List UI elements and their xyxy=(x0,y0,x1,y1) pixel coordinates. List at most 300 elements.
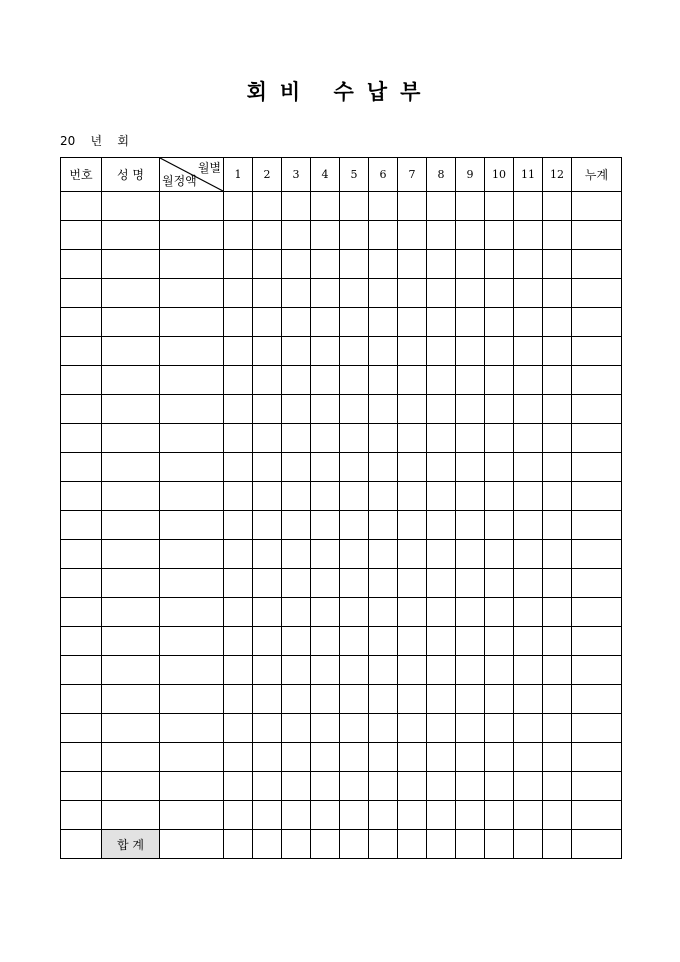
ledger-row xyxy=(61,540,622,569)
ledger-cell xyxy=(485,482,514,511)
ledger-cell xyxy=(311,308,340,337)
total-row-month-cell xyxy=(514,830,543,859)
ledger-cell xyxy=(160,250,224,279)
total-row-month-cell xyxy=(369,830,398,859)
ledger-cell xyxy=(224,482,253,511)
ledger-cell xyxy=(369,772,398,801)
ledger-cell xyxy=(427,772,456,801)
ledger-cell xyxy=(456,656,485,685)
ledger-cell xyxy=(456,714,485,743)
ledger-cell xyxy=(456,482,485,511)
header-month-8: 8 xyxy=(427,158,456,192)
header-diagonal-cell xyxy=(160,158,224,192)
total-row-cumulative-cell xyxy=(572,830,622,859)
ledger-cell xyxy=(253,598,282,627)
ledger-cell xyxy=(427,569,456,598)
header-row xyxy=(61,158,622,192)
ledger-cell xyxy=(340,337,369,366)
ledger-cell xyxy=(253,714,282,743)
ledger-cell xyxy=(398,395,427,424)
ledger-cell xyxy=(282,540,311,569)
ledger-cell xyxy=(514,598,543,627)
ledger-cell xyxy=(61,598,102,627)
ledger-cell xyxy=(61,192,102,221)
header-month-11: 11 xyxy=(514,158,543,192)
ledger-cell xyxy=(253,453,282,482)
ledger-cell xyxy=(572,192,622,221)
ledger-cell xyxy=(340,540,369,569)
header-month-2: 2 xyxy=(253,158,282,192)
ledger-cell xyxy=(253,482,282,511)
ledger-cell xyxy=(369,366,398,395)
ledger-cell xyxy=(61,685,102,714)
ledger-cell xyxy=(369,685,398,714)
ledger-body xyxy=(61,192,622,859)
ledger-cell xyxy=(61,801,102,830)
ledger-cell xyxy=(572,337,622,366)
total-row-number-cell xyxy=(61,830,102,859)
ledger-cell xyxy=(456,221,485,250)
ledger-cell xyxy=(543,598,572,627)
total-row-label: 합 계 xyxy=(102,830,160,859)
ledger-cell xyxy=(398,801,427,830)
ledger-cell xyxy=(102,801,160,830)
header-month-1: 1 xyxy=(224,158,253,192)
ledger-cell xyxy=(61,221,102,250)
ledger-row xyxy=(61,337,622,366)
ledger-cell xyxy=(253,627,282,656)
ledger-cell xyxy=(160,714,224,743)
ledger-cell xyxy=(369,598,398,627)
ledger-cell xyxy=(369,192,398,221)
ledger-cell xyxy=(340,772,369,801)
ledger-cell xyxy=(253,395,282,424)
ledger-cell xyxy=(340,221,369,250)
ledger-cell xyxy=(572,279,622,308)
ledger-cell xyxy=(485,511,514,540)
ledger-cell xyxy=(340,395,369,424)
ledger-cell xyxy=(572,482,622,511)
ledger-cell xyxy=(102,395,160,424)
ledger-cell xyxy=(253,337,282,366)
ledger-cell xyxy=(224,366,253,395)
ledger-cell xyxy=(485,772,514,801)
ledger-cell xyxy=(485,685,514,714)
ledger-cell xyxy=(61,250,102,279)
ledger-cell xyxy=(160,395,224,424)
ledger-cell xyxy=(543,627,572,656)
ledger-cell xyxy=(369,482,398,511)
total-row-month-cell xyxy=(398,830,427,859)
ledger-cell xyxy=(282,250,311,279)
ledger-cell xyxy=(102,337,160,366)
ledger-cell xyxy=(543,279,572,308)
ledger-cell xyxy=(427,279,456,308)
ledger-cell xyxy=(102,772,160,801)
ledger-cell xyxy=(282,714,311,743)
ledger-cell xyxy=(514,540,543,569)
dues-ledger-table xyxy=(60,157,622,859)
ledger-cell xyxy=(160,221,224,250)
ledger-cell xyxy=(340,453,369,482)
ledger-cell xyxy=(102,424,160,453)
ledger-cell xyxy=(282,221,311,250)
ledger-cell xyxy=(102,656,160,685)
ledger-cell xyxy=(340,714,369,743)
ledger-cell xyxy=(485,221,514,250)
ledger-cell xyxy=(572,656,622,685)
header-number: 번호 xyxy=(61,158,102,192)
ledger-cell xyxy=(398,511,427,540)
total-row xyxy=(61,830,622,859)
ledger-cell xyxy=(282,685,311,714)
ledger-cell xyxy=(427,540,456,569)
ledger-cell xyxy=(311,540,340,569)
ledger-cell xyxy=(572,598,622,627)
ledger-cell xyxy=(427,482,456,511)
ledger-cell xyxy=(514,308,543,337)
ledger-row xyxy=(61,453,622,482)
ledger-cell xyxy=(282,743,311,772)
ledger-cell xyxy=(282,801,311,830)
ledger-cell xyxy=(456,395,485,424)
ledger-cell xyxy=(572,772,622,801)
ledger-cell xyxy=(340,308,369,337)
ledger-cell xyxy=(543,337,572,366)
ledger-cell xyxy=(282,482,311,511)
ledger-cell xyxy=(543,685,572,714)
ledger-row xyxy=(61,656,622,685)
ledger-cell xyxy=(543,221,572,250)
total-row-month-cell xyxy=(282,830,311,859)
ledger-cell xyxy=(398,366,427,395)
ledger-cell xyxy=(61,366,102,395)
ledger-cell xyxy=(160,540,224,569)
ledger-row xyxy=(61,627,622,656)
ledger-cell xyxy=(160,656,224,685)
ledger-cell xyxy=(572,685,622,714)
ledger-cell xyxy=(253,685,282,714)
ledger-cell xyxy=(427,221,456,250)
ledger-cell xyxy=(340,250,369,279)
ledger-cell xyxy=(61,453,102,482)
ledger-cell xyxy=(572,395,622,424)
ledger-cell xyxy=(224,714,253,743)
ledger-cell xyxy=(456,598,485,627)
ledger-cell xyxy=(253,279,282,308)
ledger-cell xyxy=(311,772,340,801)
ledger-cell xyxy=(282,627,311,656)
ledger-cell xyxy=(61,569,102,598)
ledger-cell xyxy=(224,221,253,250)
ledger-cell xyxy=(282,598,311,627)
ledger-cell xyxy=(427,598,456,627)
ledger-cell xyxy=(456,192,485,221)
ledger-cell xyxy=(398,772,427,801)
ledger-cell xyxy=(398,424,427,453)
ledger-cell xyxy=(102,453,160,482)
ledger-cell xyxy=(340,569,369,598)
ledger-cell xyxy=(514,743,543,772)
header-month-9: 9 xyxy=(456,158,485,192)
ledger-row xyxy=(61,366,622,395)
ledger-cell xyxy=(102,250,160,279)
ledger-cell xyxy=(224,337,253,366)
header-name: 성 명 xyxy=(102,158,160,192)
ledger-cell xyxy=(485,279,514,308)
ledger-cell xyxy=(485,308,514,337)
ledger-row xyxy=(61,714,622,743)
ledger-cell xyxy=(485,540,514,569)
ledger-cell xyxy=(456,337,485,366)
ledger-cell xyxy=(427,453,456,482)
ledger-cell xyxy=(282,453,311,482)
ledger-cell xyxy=(61,627,102,656)
ledger-cell xyxy=(543,192,572,221)
ledger-row xyxy=(61,569,622,598)
ledger-cell xyxy=(160,598,224,627)
ledger-cell xyxy=(160,424,224,453)
ledger-cell xyxy=(485,395,514,424)
ledger-cell xyxy=(427,424,456,453)
ledger-cell xyxy=(253,743,282,772)
ledger-cell xyxy=(224,656,253,685)
ledger-cell xyxy=(456,366,485,395)
ledger-cell xyxy=(311,279,340,308)
ledger-cell xyxy=(398,279,427,308)
ledger-cell xyxy=(160,511,224,540)
ledger-cell xyxy=(427,627,456,656)
ledger-cell xyxy=(369,308,398,337)
ledger-cell xyxy=(514,453,543,482)
ledger-cell xyxy=(102,279,160,308)
ledger-cell xyxy=(224,598,253,627)
ledger-cell xyxy=(369,627,398,656)
ledger-cell xyxy=(485,743,514,772)
ledger-cell xyxy=(369,801,398,830)
ledger-cell xyxy=(340,482,369,511)
ledger-cell xyxy=(514,801,543,830)
ledger-row xyxy=(61,221,622,250)
ledger-cell xyxy=(340,279,369,308)
ledger-cell xyxy=(514,656,543,685)
ledger-cell xyxy=(224,308,253,337)
ledger-cell xyxy=(311,743,340,772)
ledger-cell xyxy=(340,801,369,830)
ledger-cell xyxy=(456,685,485,714)
ledger-cell xyxy=(369,221,398,250)
ledger-cell xyxy=(369,250,398,279)
ledger-cell xyxy=(311,221,340,250)
total-row-month-cell xyxy=(543,830,572,859)
ledger-cell xyxy=(427,714,456,743)
ledger-cell xyxy=(543,540,572,569)
ledger-cell xyxy=(224,250,253,279)
ledger-cell xyxy=(311,801,340,830)
ledger-cell xyxy=(311,598,340,627)
ledger-cell xyxy=(543,801,572,830)
ledger-cell xyxy=(160,192,224,221)
ledger-cell xyxy=(224,395,253,424)
ledger-cell xyxy=(224,540,253,569)
total-row-month-cell xyxy=(224,830,253,859)
ledger-cell xyxy=(282,337,311,366)
ledger-cell xyxy=(456,250,485,279)
ledger-cell xyxy=(253,366,282,395)
ledger-cell xyxy=(282,279,311,308)
ledger-cell xyxy=(61,714,102,743)
ledger-cell xyxy=(102,511,160,540)
ledger-cell xyxy=(369,743,398,772)
header-monthly-label: 월별 xyxy=(197,161,221,175)
ledger-cell xyxy=(543,366,572,395)
ledger-row xyxy=(61,250,622,279)
ledger-cell xyxy=(485,627,514,656)
header-month-10: 10 xyxy=(485,158,514,192)
ledger-cell xyxy=(485,337,514,366)
ledger-cell xyxy=(398,337,427,366)
ledger-cell xyxy=(224,743,253,772)
ledger-cell xyxy=(398,250,427,279)
ledger-cell xyxy=(160,569,224,598)
ledger-cell xyxy=(572,511,622,540)
ledger-row xyxy=(61,685,622,714)
ledger-cell xyxy=(160,801,224,830)
ledger-cell xyxy=(311,395,340,424)
ledger-cell xyxy=(253,540,282,569)
ledger-cell xyxy=(224,453,253,482)
ledger-cell xyxy=(369,714,398,743)
ledger-cell xyxy=(427,366,456,395)
ledger-row xyxy=(61,279,622,308)
ledger-cell xyxy=(311,482,340,511)
ledger-cell xyxy=(282,192,311,221)
ledger-cell xyxy=(102,743,160,772)
ledger-cell xyxy=(369,337,398,366)
ledger-cell xyxy=(61,308,102,337)
ledger-cell xyxy=(253,250,282,279)
ledger-row xyxy=(61,308,622,337)
ledger-cell xyxy=(102,221,160,250)
ledger-cell xyxy=(398,453,427,482)
ledger-cell xyxy=(543,656,572,685)
ledger-cell xyxy=(369,656,398,685)
ledger-cell xyxy=(514,424,543,453)
ledger-cell xyxy=(514,627,543,656)
ledger-cell xyxy=(398,192,427,221)
ledger-cell xyxy=(61,540,102,569)
ledger-cell xyxy=(282,308,311,337)
ledger-cell xyxy=(543,424,572,453)
header-month-7: 7 xyxy=(398,158,427,192)
ledger-cell xyxy=(160,627,224,656)
ledger-cell xyxy=(61,656,102,685)
ledger-cell xyxy=(572,308,622,337)
ledger-cell xyxy=(543,250,572,279)
ledger-cell xyxy=(369,424,398,453)
ledger-cell xyxy=(456,801,485,830)
ledger-row xyxy=(61,192,622,221)
ledger-row xyxy=(61,743,622,772)
ledger-cell xyxy=(340,656,369,685)
ledger-cell xyxy=(398,714,427,743)
ledger-cell xyxy=(282,772,311,801)
ledger-cell xyxy=(61,511,102,540)
ledger-cell xyxy=(456,540,485,569)
ledger-cell xyxy=(311,511,340,540)
ledger-cell xyxy=(572,453,622,482)
ledger-cell xyxy=(398,743,427,772)
ledger-cell xyxy=(311,453,340,482)
ledger-cell xyxy=(253,772,282,801)
ledger-cell xyxy=(543,395,572,424)
ledger-cell xyxy=(61,482,102,511)
ledger-cell xyxy=(61,337,102,366)
ledger-cell xyxy=(253,569,282,598)
ledger-cell xyxy=(485,714,514,743)
ledger-cell xyxy=(543,308,572,337)
ledger-cell xyxy=(572,424,622,453)
ledger-row xyxy=(61,801,622,830)
ledger-row xyxy=(61,598,622,627)
ledger-cell xyxy=(340,366,369,395)
ledger-cell xyxy=(311,627,340,656)
ledger-cell xyxy=(282,366,311,395)
ledger-cell xyxy=(456,772,485,801)
ledger-cell xyxy=(160,366,224,395)
ledger-cell xyxy=(572,627,622,656)
ledger-cell xyxy=(340,743,369,772)
ledger-cell xyxy=(102,366,160,395)
ledger-cell xyxy=(160,279,224,308)
ledger-cell xyxy=(102,627,160,656)
year-line: 20 년 회 xyxy=(60,134,129,148)
ledger-cell xyxy=(572,743,622,772)
ledger-cell xyxy=(224,772,253,801)
ledger-cell xyxy=(61,424,102,453)
ledger-cell xyxy=(340,511,369,540)
header-month-4: 4 xyxy=(311,158,340,192)
ledger-cell xyxy=(102,714,160,743)
ledger-cell xyxy=(311,192,340,221)
ledger-cell xyxy=(61,743,102,772)
ledger-cell xyxy=(369,540,398,569)
ledger-cell xyxy=(102,540,160,569)
ledger-cell xyxy=(340,685,369,714)
ledger-cell xyxy=(427,685,456,714)
header-cumulative-total: 누계 xyxy=(572,158,622,192)
ledger-cell xyxy=(572,714,622,743)
ledger-cell xyxy=(340,192,369,221)
ledger-cell xyxy=(398,308,427,337)
ledger-cell xyxy=(572,221,622,250)
ledger-cell xyxy=(485,598,514,627)
ledger-cell xyxy=(514,279,543,308)
ledger-cell xyxy=(224,424,253,453)
ledger-cell xyxy=(224,192,253,221)
ledger-cell xyxy=(311,569,340,598)
ledger-cell xyxy=(485,656,514,685)
ledger-cell xyxy=(427,395,456,424)
header-month-6: 6 xyxy=(369,158,398,192)
ledger-cell xyxy=(543,714,572,743)
ledger-cell xyxy=(253,511,282,540)
ledger-cell xyxy=(282,395,311,424)
ledger-cell xyxy=(456,627,485,656)
ledger-cell xyxy=(311,656,340,685)
ledger-cell xyxy=(427,308,456,337)
document-title: 회비 수납부 xyxy=(246,79,434,104)
